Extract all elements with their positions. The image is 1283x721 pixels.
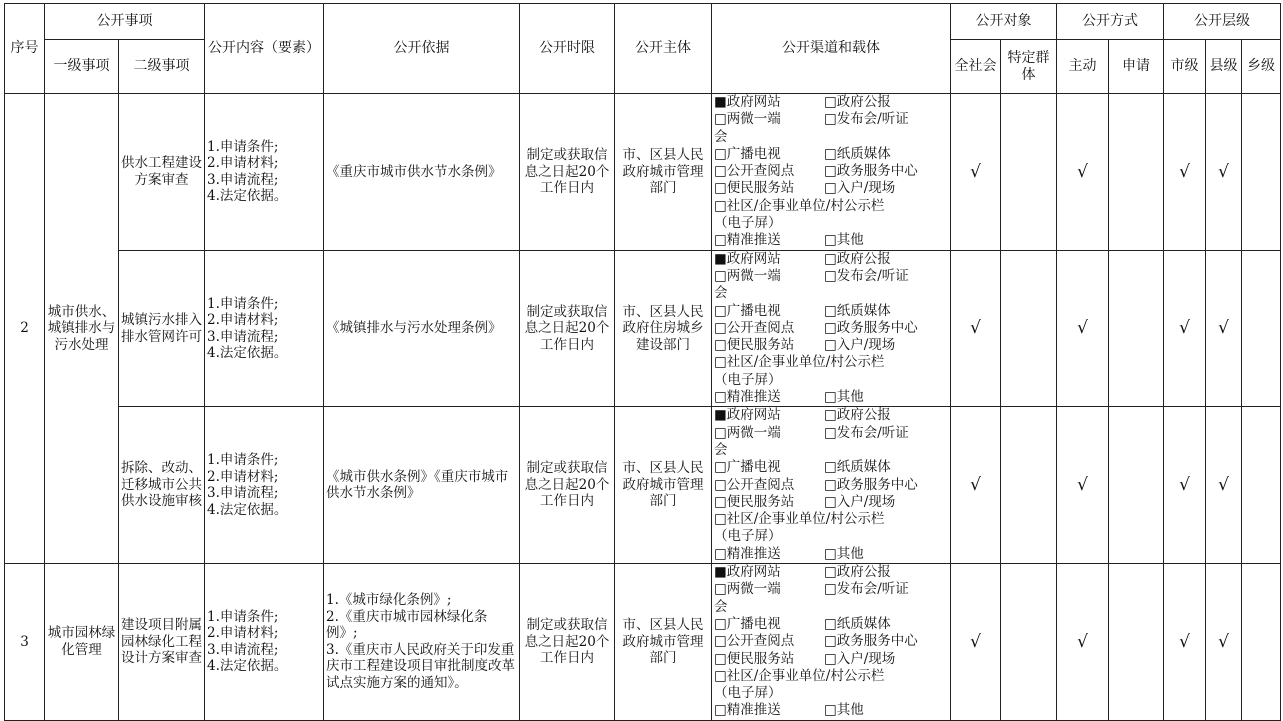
content-cell [205,94,324,251]
channel-line: □公开查阅点 □政务服务中心 [714,163,918,180]
header-time-limit: 公开时限 [520,4,615,94]
header-target-group: 特定群体 [1001,40,1057,94]
time-limit-cell: 制定或获取信息之日起20个工作日内 [520,564,615,721]
channel-line: □便民服务站 □入户/现场 [714,650,896,667]
time-limit-cell: 制定或获取信息之日起20个工作日内 [520,94,615,251]
level-town-check [1242,407,1281,564]
target-group-check [1001,564,1057,721]
channel-line: □公开查阅点 □政务服务中心 [714,319,918,336]
basis-cell: 《城镇排水与污水处理条例》 [324,250,520,407]
channel-line: □社区/企事业单位/村公示栏 [714,511,885,528]
channels-cell [712,407,951,564]
channel-line: ■政府网站 □政府公报 [714,250,891,267]
channel-line: □精准推送 □其他 [714,702,864,719]
level-county-check: √ [1206,94,1242,251]
content-line: 1.申请条件; [207,138,279,155]
target-group-check [1001,94,1057,251]
target-all-check: √ [951,564,1001,721]
level-city-check: √ [1164,94,1206,251]
level-town-check [1242,250,1281,407]
channel-line: □便民服务站 □入户/现场 [714,493,896,510]
channel-line: ■政府网站 □政府公报 [714,564,891,581]
subject-cell: 市、区县人民政府城市管理部门 [615,564,712,721]
header-basis: 公开依据 [324,4,520,94]
channel-line: □两微一端 □发布会/听证 [714,424,909,441]
channel-line: （电子屏） [714,371,782,388]
header-target: 公开对象 [951,4,1057,40]
level1-cell: 城市供水、城镇排水与污水处理 [45,94,119,564]
subject-cell: 市、区县人民政府城市管理部门 [615,94,712,251]
content-cell [205,407,324,564]
target-all-check: √ [951,407,1001,564]
basis-line: 1.《城市绿化条例》; [326,592,452,609]
header-method: 公开方式 [1057,4,1164,40]
channel-line: 会 [714,285,728,302]
channel-line: □广播电视 □纸质媒体 [714,302,891,319]
content-line: 2.申请材料; [207,625,279,642]
content-line: 4.法定依据。 [207,345,288,361]
target-all-check: √ [951,250,1001,407]
level-town-check [1242,564,1281,721]
channel-line: 会 [714,441,728,458]
method-active-check: √ [1057,564,1109,721]
channel-line: □公开查阅点 □政务服务中心 [714,633,918,650]
header-level: 公开层级 [1164,4,1281,40]
channel-line: □社区/企事业单位/村公示栏 [714,354,885,371]
content-line: 3.申请流程; [207,328,279,345]
level2-cell: 拆除、改动、迁移城市公共供水设施审核 [119,407,205,564]
channel-line: □便民服务站 □入户/现场 [714,337,896,354]
channels-cell [712,94,951,251]
header-level1: 一级事项 [45,40,119,94]
header-channels: 公开渠道和载体 [712,4,951,94]
channel-line: （电子屏） [714,215,782,232]
header-content: 公开内容（要素） [205,4,324,94]
level-county-check: √ [1206,250,1242,407]
target-all-check: √ [951,94,1001,251]
level-county-check: √ [1206,407,1242,564]
content-line: 3.申请流程; [207,641,279,658]
level-city-check: √ [1164,407,1206,564]
header-level2: 二级事项 [119,40,205,94]
content-line: 4.法定依据。 [207,188,288,205]
content-line: 3.申请流程; [207,485,279,502]
subject-cell: 市、区县人民政府城市管理部门 [615,407,712,564]
target-group-check [1001,407,1057,564]
content-cell [205,564,324,721]
content-line: 4.法定依据。 [207,658,288,675]
channel-line: ■政府网站 □政府公报 [714,407,891,424]
content-line: 4.法定依据。 [207,501,288,518]
channel-line: 会 [714,128,728,145]
channel-line: □广播电视 □纸质媒体 [714,615,891,632]
channel-line: □精准推送 □其他 [714,545,864,562]
content-line: 3.申请流程; [207,171,279,188]
channel-line: □两微一端 □发布会/听证 [714,111,909,128]
level-county-check: √ [1206,564,1242,721]
content-line: 2.申请材料; [207,155,279,172]
channel-line: □两微一端 □发布会/听证 [714,581,909,598]
level2-cell: 城镇污水排入排水管网许可 [119,250,205,407]
content-cell [205,250,324,407]
content-line: 1.申请条件; [207,452,279,469]
method-active-check: √ [1057,94,1109,251]
header-level-county: 县级 [1206,40,1242,94]
channel-line: □公开查阅点 □政务服务中心 [714,476,918,493]
basis-cell: 《重庆市城市供水节水条例》 [324,94,520,251]
channel-line: （电子屏） [714,685,782,702]
header-subject: 公开主体 [615,4,712,94]
channel-line: □社区/企事业单位/村公示栏 [714,667,885,684]
channel-line: □社区/企事业单位/村公示栏 [714,197,885,214]
time-limit-cell: 制定或获取信息之日起20个工作日内 [520,407,615,564]
channel-line: □精准推送 □其他 [714,389,864,406]
channel-line: □广播电视 □纸质媒体 [714,459,891,476]
level-city-check: √ [1164,250,1206,407]
basis-line: 3.《重庆市人民政府关于印发重庆市工程建设项目审批制度改革试点实施方案的通知》。 [326,641,515,691]
disclosure-table [4,3,1281,721]
header-seq: 序号 [5,4,45,94]
method-active-check: √ [1057,407,1109,564]
level2-cell: 建设项目附属园林绿化工程设计方案审查 [119,564,205,721]
header-method-active: 主动 [1057,40,1109,94]
channel-line: □广播电视 □纸质媒体 [714,145,891,162]
table-row [5,564,1281,721]
channels-cell [712,564,951,721]
seq-cell: 3 [5,564,45,721]
header-matters: 公开事项 [45,4,205,40]
target-group-check [1001,250,1057,407]
content-line: 1.申请条件; [207,608,279,625]
level2-cell: 供水工程建设方案审查 [119,94,205,251]
basis-cell [324,564,520,721]
table-row [5,94,1281,251]
level1-cell: 城市园林绿化管理 [45,564,119,721]
method-apply-check [1109,94,1164,251]
method-apply-check [1109,407,1164,564]
header-level-city: 市级 [1164,40,1206,94]
content-line: 2.申请材料; [207,312,279,328]
channel-line: 会 [714,598,728,615]
table-row [5,407,1281,564]
method-apply-check [1109,250,1164,407]
basis-line: 2.《重庆市城市园林绿化条例》; [326,608,488,642]
header-level-town: 乡级 [1242,40,1281,94]
level-town-check [1242,94,1281,251]
method-apply-check [1109,564,1164,721]
basis-cell: 《城市供水条例》《重庆市城市供水节水条例》 [324,407,520,564]
content-line: 1.申请条件; [207,295,279,312]
channel-line: □精准推送 □其他 [714,232,864,249]
channel-line: □两微一端 □发布会/听证 [714,267,909,284]
channel-line: □便民服务站 □入户/现场 [714,180,896,197]
content-line: 2.申请材料; [207,468,279,485]
channels-cell [712,250,951,407]
table-row [5,250,1281,407]
time-limit-cell: 制定或获取信息之日起20个工作日内 [520,250,615,407]
subject-cell: 市、区县人民政府住房城乡建设部门 [615,250,712,407]
seq-cell: 2 [5,94,45,564]
method-active-check: √ [1057,250,1109,407]
channel-line: ■政府网站 □政府公报 [714,94,891,110]
channel-line: （电子屏） [714,528,782,545]
level-city-check: √ [1164,564,1206,721]
header-method-apply: 申请 [1109,40,1164,94]
header-target-all: 全社会 [951,40,1001,94]
